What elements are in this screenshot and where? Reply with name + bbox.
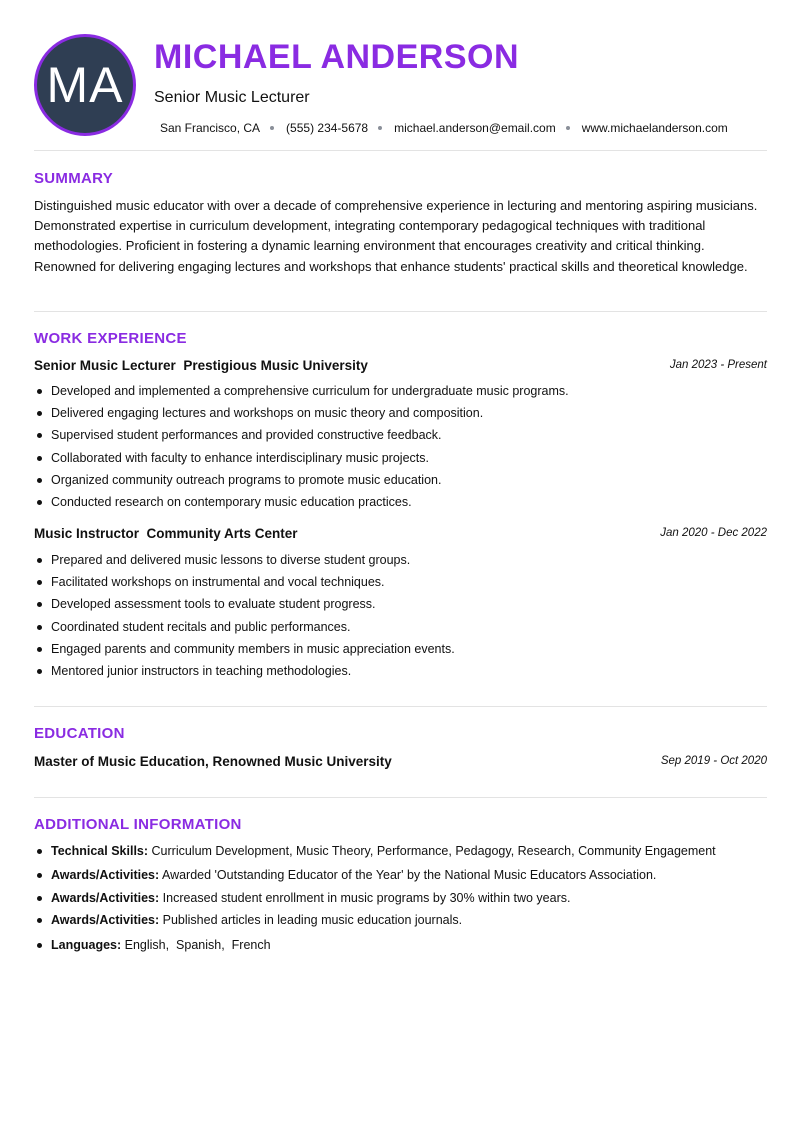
contact-phone: (555) 234-5678 (286, 121, 369, 135)
list-item: Organized community outreach programs to promote music education. (34, 469, 767, 491)
job-bullets (34, 549, 767, 682)
list-item: Collaborated with faculty to enhance interdisciplinary music projects. (34, 447, 767, 469)
item-label: Technical Skills: (51, 844, 149, 858)
candidate-name: MICHAEL ANDERSON (154, 38, 520, 76)
item-label: Awards/Activities: (51, 891, 160, 905)
list-item: Coordinated student recitals and public performances. (34, 616, 767, 638)
list-item (34, 840, 767, 864)
bullet-separator-icon (270, 126, 274, 130)
list-item: Developed assessment tools to evaluate student progress. (34, 593, 767, 615)
education-entry (34, 754, 767, 769)
item-text: English, Spanish, French (124, 938, 271, 952)
education-heading: EDUCATION (34, 725, 125, 742)
summary-heading: SUMMARY (34, 170, 114, 187)
education-degree: Master of Music Education, Renowned Music University (34, 754, 392, 769)
job-dates: Jan 2023 - Present (669, 359, 767, 371)
summary-text: Distinguished music educator with over a decade of comprehensive experience in lecturing and mentoring aspiring musicians. Demonstrated expertise in curriculum development, integrating contemporary pedagogical techniques with traditional methodologies. Proficient in fostering a dynamic learning environment that encourages creativity and critical thinking. Renowned for delivering engaging lectures and workshops that enhance students' practical skills and theoretical knowledge. (34, 198, 758, 274)
list-item (34, 909, 767, 934)
work-experience-heading: WORK EXPERIENCE (34, 330, 187, 347)
item-text: Published articles in leading music education journals. (162, 913, 463, 927)
item-text: Increased student enrollment in music programs by 30% within two years. (162, 891, 571, 905)
list-item: Mentored junior instructors in teaching methodologies. (34, 660, 767, 682)
list-item: Facilitated workshops on instrumental and vocal techniques. (34, 571, 767, 593)
list-item (34, 864, 767, 887)
additional-info-heading: ADDITIONAL INFORMATION (34, 816, 242, 833)
item-text: Curriculum Development, Music Theory, Performance, Pedagogy, Research, Community Engagement (151, 844, 716, 858)
additional-info-list (34, 840, 767, 956)
item-text: Awarded 'Outstanding Educator of the Year' by the National Music Educators Association. (161, 868, 657, 882)
bullet-separator-icon (378, 126, 382, 130)
education-dates: Sep 2019 - Oct 2020 (660, 755, 767, 767)
job-dates: Jan 2020 - Dec 2022 (660, 527, 767, 539)
item-label: Languages: (51, 938, 122, 952)
list-item: Conducted research on contemporary music education practices. (34, 491, 767, 513)
job-header (34, 526, 767, 541)
job-header (34, 358, 767, 373)
item-label: Awards/Activities: (51, 913, 160, 927)
list-item: Developed and implemented a comprehensive curriculum for undergraduate music programs. (34, 380, 767, 402)
avatar: MA (34, 34, 136, 136)
list-item: Delivered engaging lectures and workshops on music theory and composition. (34, 402, 767, 424)
divider (34, 311, 767, 312)
divider (34, 797, 767, 798)
job-bullets (34, 380, 767, 513)
job-position: Senior Music Lecturer (34, 358, 176, 373)
contact-website[interactable]: www.michaelanderson.com (581, 121, 728, 135)
list-item: Engaged parents and community members in music appreciation events. (34, 638, 767, 660)
list-item: Supervised student performances and provided constructive feedback. (34, 424, 767, 446)
job-position: Music Instructor (34, 526, 140, 541)
job-company: Prestigious Music University (183, 358, 368, 373)
item-label: Awards/Activities: (51, 868, 160, 882)
divider (34, 150, 767, 151)
candidate-role: Senior Music Lecturer (154, 89, 310, 106)
list-item (34, 887, 767, 909)
contact-line (160, 121, 728, 135)
job-company: Community Arts Center (146, 526, 298, 541)
contact-email[interactable]: michael.anderson@email.com (394, 121, 556, 135)
list-item: Prepared and delivered music lessons to diverse student groups. (34, 549, 767, 571)
divider (34, 706, 767, 707)
contact-location: San Francisco, CA (160, 121, 261, 135)
list-item (34, 934, 767, 956)
bullet-separator-icon (566, 126, 570, 130)
